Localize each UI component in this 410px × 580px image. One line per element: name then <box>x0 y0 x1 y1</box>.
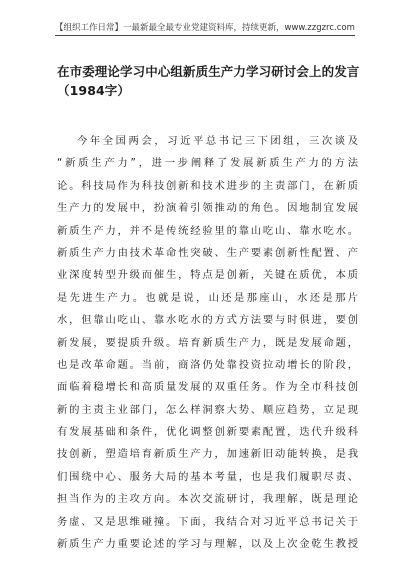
body-line: “新质生产力”，进一步阐释了发展新质生产力的方法 <box>57 157 358 170</box>
body-line: 技创新，塑造培育新质生产力，加速新旧动能转换，是我 <box>57 448 358 461</box>
body-line: 也是改革命题。当前，商洛仍处靠投资拉动增长的阶段， <box>57 358 358 371</box>
body-line: 担当作为的主攻方向。本次交流研讨，我理解，既是理论 <box>57 493 358 506</box>
body-line: 新质生产力由技术革命性突破、生产要素创新性配置、产 <box>57 246 358 259</box>
body-line: 新质生产力，并不是传统经验里的靠山吃山、靠水吃水。 <box>57 224 358 237</box>
body-line: 务虚、又是思维碰撞。下面，我结合对习近平总书记关于 <box>57 515 358 528</box>
header-divider <box>55 35 355 36</box>
word-count: （1984字） <box>57 83 130 98</box>
body-line: 新发展，要提质升级。培育新质生产力，既是发展命题， <box>57 336 358 349</box>
body-line: 新的主责主业部门，怎么样洞察大势、顺应趋势，立足现 <box>57 403 358 416</box>
body-text <box>57 130 358 555</box>
body-line: 们围绕中心、服务大局的基本考量，也是我们履职尽责、 <box>57 470 358 483</box>
body-line: 面临着稳增长和高质量发展的双重任务。作为全市科技创 <box>57 381 358 394</box>
body-line: 生产力的发展中，扮演着引领推动的角色。因地制宜发展 <box>57 202 358 215</box>
body-line: 新质生产力重要论述的学习与理解，以及上次金乾生教授 <box>57 538 358 551</box>
body-line: 水，但靠山吃山、靠水吃水的方式方法要与时俱进，要创 <box>57 314 358 327</box>
document-title <box>57 62 360 100</box>
body-line: 有发展基础和条件，优化调整创新要素配置，迭代升级科 <box>57 426 358 439</box>
body-line: 论。科技局作为科技创新和技术进步的主责部门，在新质 <box>57 179 358 192</box>
body-line: 是先进生产力。也就是说，山还是那座山，水还是那片 <box>57 291 358 304</box>
header-banner: 【组织工作日常】一最新最全最专业党建资料库，持续更新，www.zzgzrc.com <box>55 23 355 33</box>
title-text: 在市委理论学习中心组新质生产力学习研讨会上的发言 <box>57 64 360 79</box>
body-line: 今年全国两会，习近平总书记三下团组，三次谈及 <box>77 135 358 147</box>
body-line: 业深度转型升级而催生，特点是创新，关键在质优，本质 <box>57 269 358 282</box>
